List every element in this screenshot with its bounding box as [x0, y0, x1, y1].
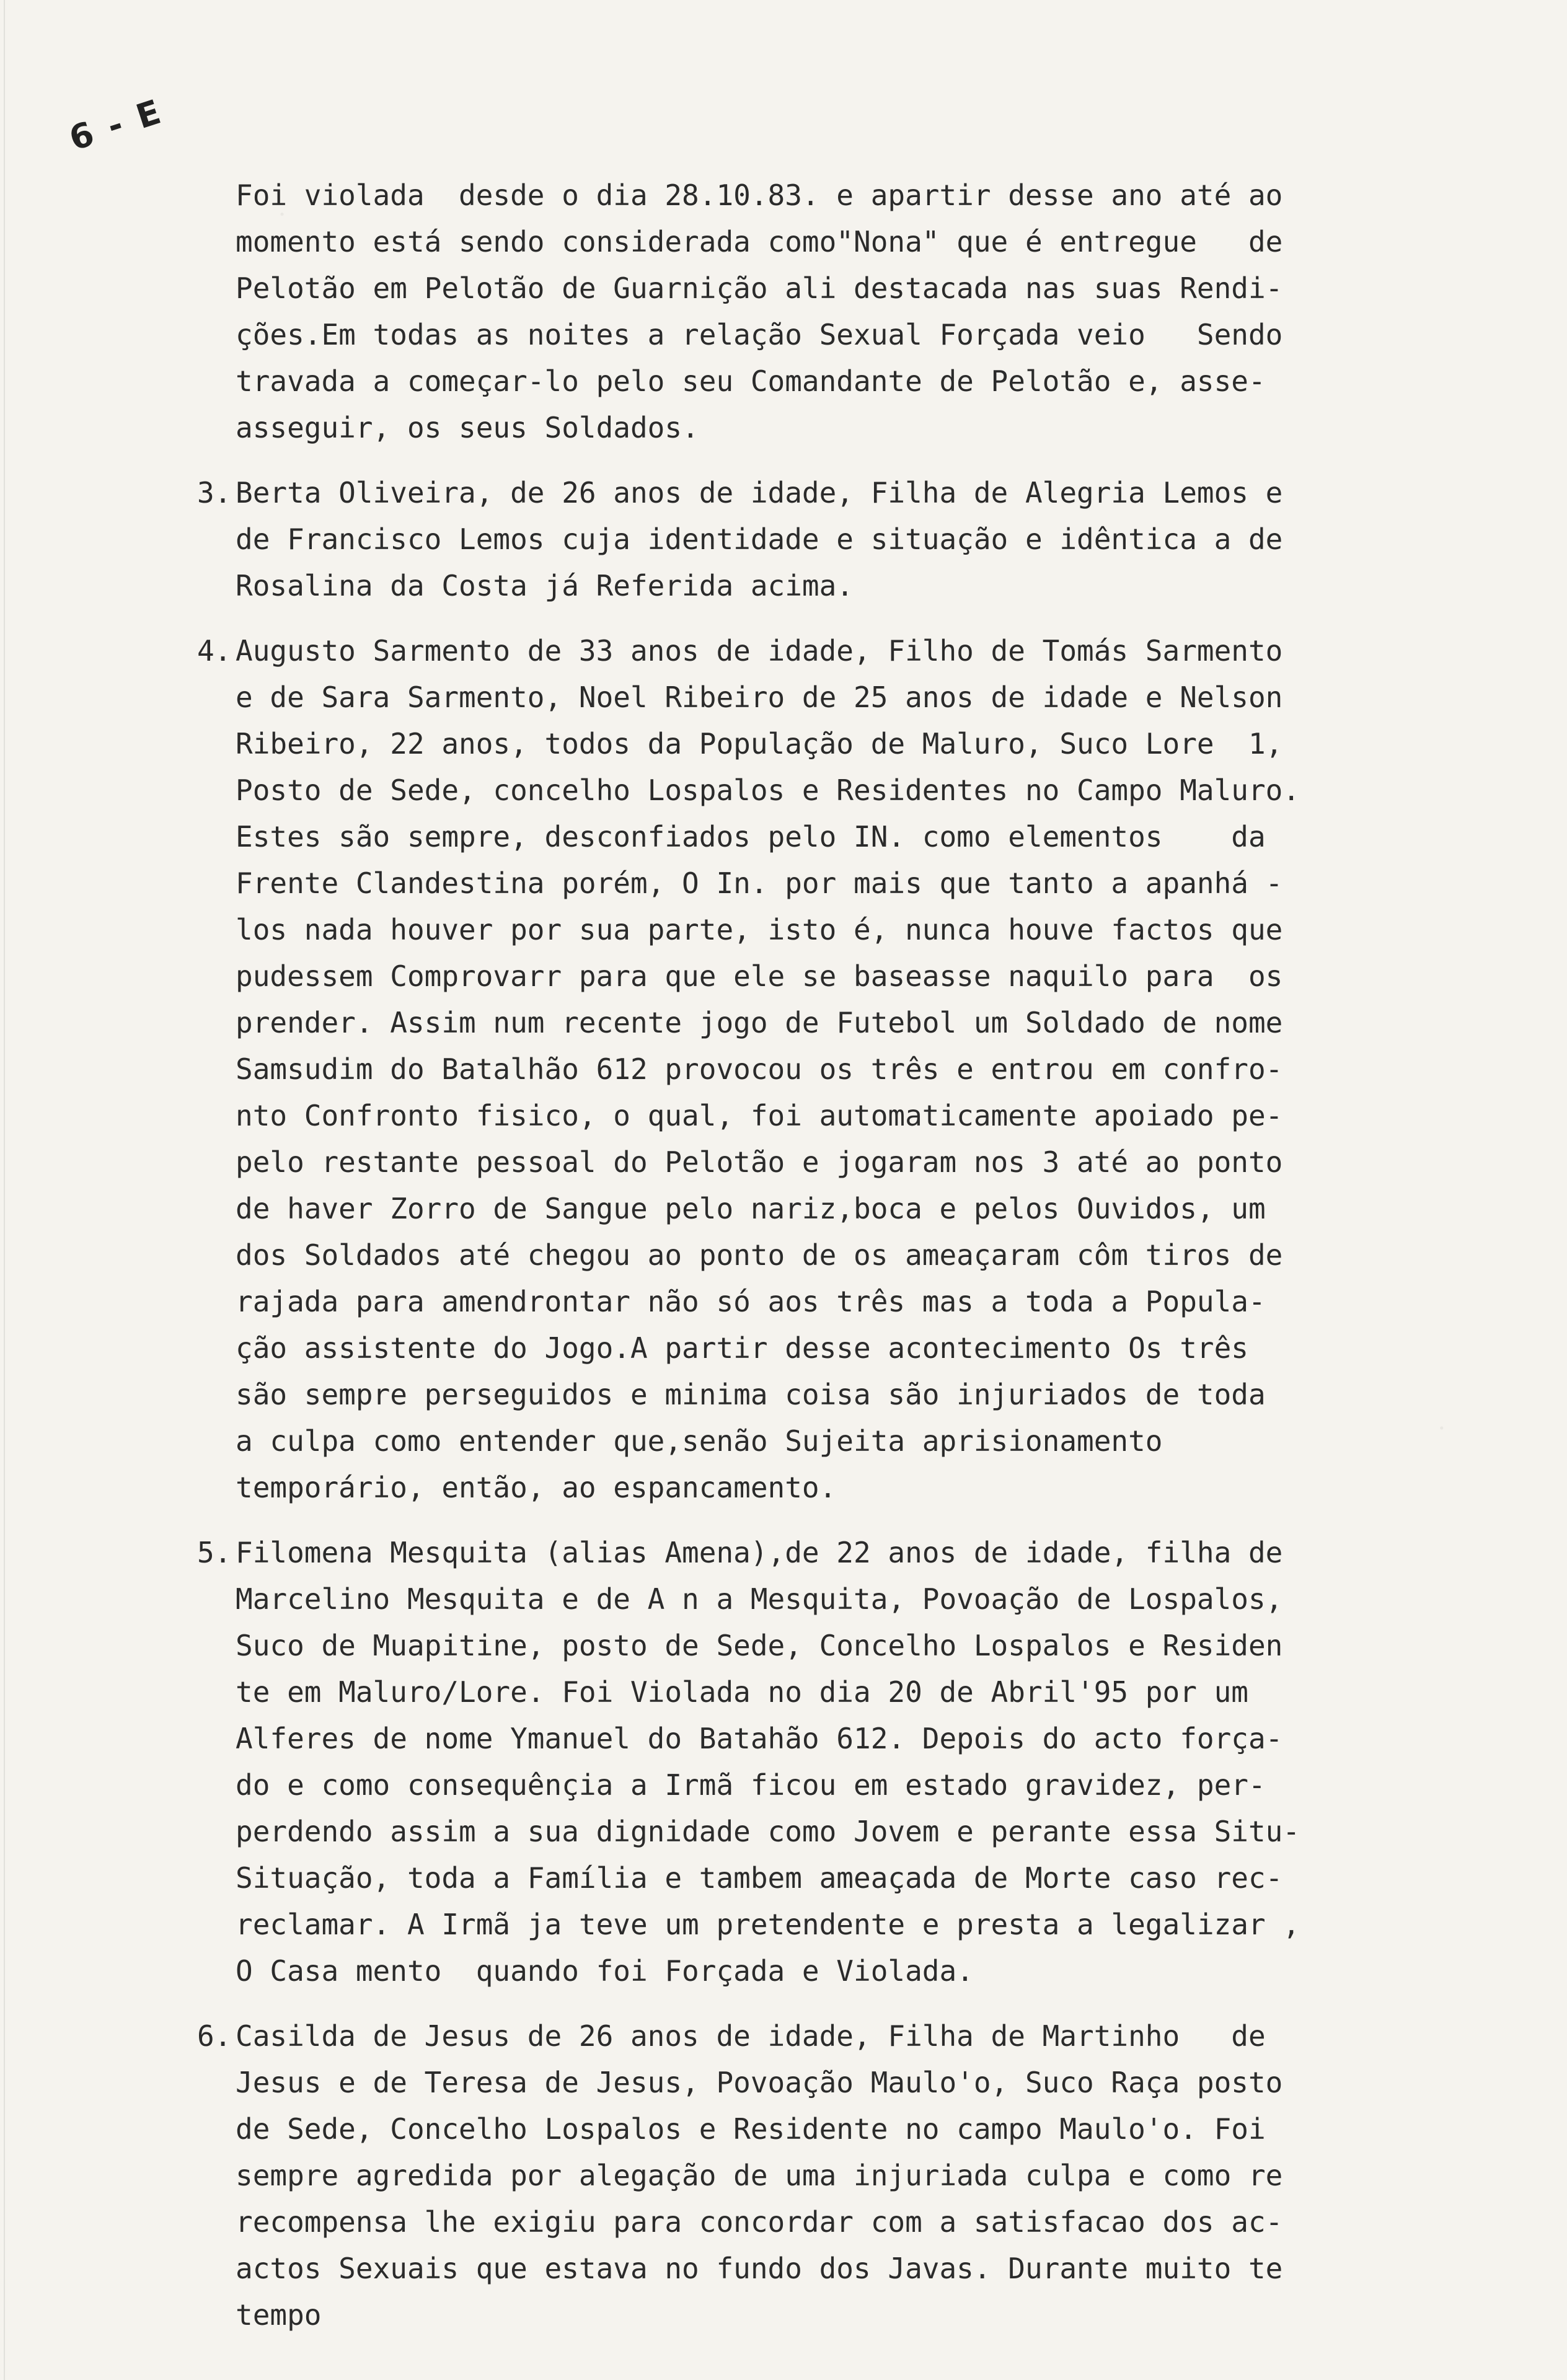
text-line: pelo restante pessoal do Pelotão e jogaram nos 3 até ao ponto [236, 1145, 1283, 1179]
text-line: Filomena Mesquita (alias Amena),de 22 anos de idade, filha de [236, 1536, 1283, 1569]
text-line: actos Sexuais que estava no fundo dos Javas. Durante muito te [236, 2252, 1283, 2285]
text-line: ções.Em todas as noites a relação Sexual Forçada veio Sendo [236, 318, 1283, 351]
text-line: Situação, toda a Família e tambem ameaçada de Morte caso rec- [236, 1861, 1283, 1895]
text-line: de haver Zorro de Sangue pelo nariz,boca e pelos Ouvidos, um [236, 1192, 1266, 1225]
text-line: a culpa como entender que,senão Sujeita aprisionamento [236, 1424, 1163, 1458]
text-line: Estes são sempre, desconfiados pelo IN. como elementos da [236, 820, 1266, 853]
text-line: Rosalina da Costa já Referida acima. [236, 569, 854, 602]
paragraph-number: 5. [197, 1536, 232, 1569]
text-line: Berta Oliveira, de 26 anos de idade, Filha de Alegria Lemos e [236, 476, 1283, 509]
text-line: Jesus e de Teresa de Jesus, Povoação Maulo'o, Suco Raça posto [236, 2066, 1283, 2099]
text-line: nto Confronto fisico, o qual, foi automaticamente apoiado pe- [236, 1099, 1283, 1132]
text-line: e de Sara Sarmento, Noel Ribeiro de 25 anos de idade e Nelson [236, 681, 1283, 714]
text-line: pudessem Comprovarr para que ele se baseasse naquilo para os [236, 959, 1283, 993]
text-line: são sempre perseguidos e minima coisa são injuriados de toda [236, 1378, 1266, 1411]
text-line: Pelotão em Pelotão de Guarnição ali destacada nas suas Rendi- [236, 271, 1283, 305]
text-line: sempre agredida por alegação de uma injuriada culpa e como re [236, 2159, 1283, 2192]
paragraph-number: 3. [197, 476, 232, 509]
text-line: Casilda de Jesus de 26 anos de idade, Filha de Martinho de [236, 2019, 1266, 2053]
text-line: rajada para amendrontar não só aos três mas a toda a Popula- [236, 1285, 1266, 1318]
text-line: momento está sendo considerada como"Nona" que é entregue de [236, 225, 1283, 258]
text-line: O Casa mento quando foi Forçada e Violada. [236, 1954, 974, 1988]
text-line: te em Maluro/Lore. Foi Violada no dia 20 de Abril'95 por um [236, 1675, 1248, 1709]
text-line: los nada houver por sua parte, isto é, nunca houve factos que [236, 913, 1283, 946]
text-line: Posto de Sede, concelho Lospalos e Residentes no Campo Maluro. [236, 774, 1300, 807]
text-line: do e como consequênçia a Irmã ficou em estado gravidez, per- [236, 1768, 1266, 1802]
paragraph-number: 4. [197, 634, 232, 668]
text-line: Frente Clandestina porém, O In. por mais que tanto a apanhá - [236, 866, 1283, 900]
text-line: travada a começar-lo pelo seu Comandante de Pelotão e, asse- [236, 364, 1266, 398]
text-line: perdendo assim a sua dignidade como Jovem e perante essa Situ- [236, 1815, 1300, 1848]
text-line: dos Soldados até chegou ao ponto de os ameaçaram côm tiros de [236, 1238, 1283, 1272]
text-line: Augusto Sarmento de 33 anos de idade, Filho de Tomás Sarmento [236, 634, 1283, 668]
page-edge [4, 0, 5, 2380]
text-line: Suco de Muapitine, posto de Sede, Concelho Lospalos e Residen [236, 1629, 1283, 1662]
text-line: Marcelino Mesquita e de A n a Mesquita, Povoação de Lospalos, [236, 1582, 1283, 1616]
text-line: Ribeiro, 22 anos, todos da População de Maluro, Suco Lore 1, [236, 727, 1283, 760]
text-line: recompensa lhe exigiu para concordar com a satisfacao dos ac- [236, 2205, 1283, 2239]
text-line: Alferes de nome Ymanuel do Batahão 612. Depois do acto força- [236, 1722, 1283, 1755]
text-line: reclamar. A Irmã ja teve um pretendente e presta a legalizar , [236, 1908, 1300, 1941]
text-line: de Francisco Lemos cuja identidade e situação e idêntica a de [236, 522, 1283, 556]
paragraph-number: 6. [197, 2019, 232, 2053]
text-line: prender. Assim num recente jogo de Futebol um Soldado de nome [236, 1006, 1283, 1039]
text-line: Foi violada desde o dia 28.10.83. e apartir desse ano até ao [236, 178, 1283, 212]
text-line: ção assistente do Jogo.A partir desse acontecimento Os três [236, 1331, 1248, 1365]
page-number-mark: 6 - E [64, 91, 168, 159]
text-line: asseguir, os seus Soldados. [236, 411, 699, 444]
text-line: tempo [236, 2298, 322, 2332]
text-line: Samsudim do Batalhão 612 provocou os três e entrou em confro- [236, 1052, 1283, 1086]
text-line: temporário, então, ao espancamento. [236, 1471, 837, 1504]
text-line: de Sede, Concelho Lospalos e Residente no campo Maulo'o. Foi [236, 2112, 1266, 2146]
